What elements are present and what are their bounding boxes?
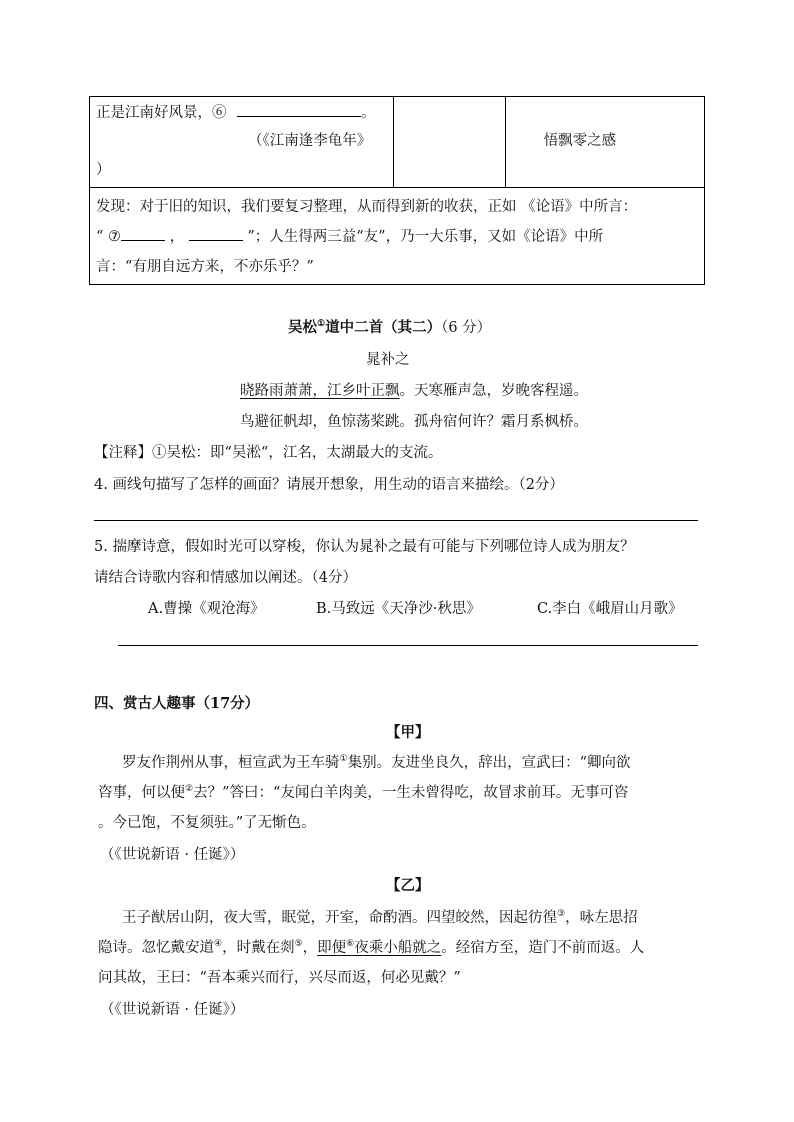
poem-line-1: 晓路雨萧萧，江乡叶正飘。天寒雁声急，岁晚客程遥。 [240, 383, 588, 399]
passage-jia-line-3: 。今已饱，不复须驻。”了无惭色。 [98, 815, 316, 831]
review-table [89, 96, 705, 285]
discovery-line-1: 发现：对于旧的知识，我们要复习整理，从而得到新的收获，正如 《论语》中所言： [96, 199, 638, 215]
passage-jia-line-1: 罗友作荆州从事，桓宣武为王车骑①集别。友进坐良久，辞出，宣武曰：“卿向欲 [122, 754, 631, 771]
option-a: A.曹操《观沧海》 [148, 601, 265, 617]
table-cell-feeling [505, 97, 704, 188]
discovery-line-2: “ ⑦ ， ”；人生得两三益“友”，乃一大乐事，又如《论语》中所 [96, 229, 604, 245]
question-5-line-1: 5. 揣摩诗意，假如时光可以穿梭，你认为晁补之最有可能与下列哪位诗人成为朋友？ [94, 539, 635, 555]
table-cell-empty [394, 97, 506, 188]
discovery-line-3: 言：“有朋自远方来，不亦乐乎？” [96, 259, 314, 275]
table-cell-quote [90, 97, 394, 188]
option-b: B.马致远《天净沙·秋思》 [316, 601, 481, 617]
poem-underlined-line: 晓路雨萧萧，江乡叶正飘 [240, 383, 400, 399]
poem-note: 【注释】①吴松：即“吴淞“，江名，太湖最大的支流。 [94, 445, 443, 461]
passage-jia-source: （《世说新语 · 任诞》） [100, 847, 245, 863]
poem-author: 晁补之 [366, 352, 410, 368]
question-4: 4. 画线句描写了怎样的画面？请展开想象，用生动的语言来描绘。（2分） [94, 477, 564, 493]
answer-blank-7a[interactable] [121, 228, 165, 241]
question-5-line-2: 请结合诗歌内容和情感加以阐述。（4分） [94, 570, 357, 586]
table-cell-discovery [90, 188, 705, 285]
passage-jia-title: 【甲】 [386, 724, 430, 741]
feeling-text: 悟飘零之感 [543, 133, 617, 149]
answer-blank-7b[interactable] [189, 228, 243, 241]
option-c: C.李白《峨眉山月歌》 [537, 601, 683, 617]
underlined-phrase: 即便⑥夜乘小船就之 [317, 939, 442, 956]
passage-yi-line-1: 王子猷居山阴，夜大雪，眠觉，开室，命酌酒。四望皎然，因起彷徨③，咏左思招 [122, 909, 638, 926]
quote-source: （《江南逢李龟年》 [248, 133, 372, 149]
quote-source-paren: ） [96, 162, 111, 178]
answer-line-4[interactable] [94, 520, 698, 521]
poem-title: 吴松①道中二首（其二）（6 分） [288, 319, 492, 336]
passage-yi-title: 【乙】 [386, 877, 430, 894]
quote-end: 。 [361, 105, 376, 121]
answer-line-5[interactable] [118, 645, 698, 646]
quote-line: 正是江南好风景，⑥ [96, 105, 227, 121]
poem-line-2: 鸟避征帆却，鱼惊荡桨跳。孤舟宿何许？霜月系枫桥。 [240, 414, 588, 430]
passage-yi-line-2: 隐诗。忽忆戴安道④，时戴在剡⑤，即便⑥夜乘小船就之。经宿方至，造门不前而返。人 [98, 939, 645, 956]
section-heading: 四、赏古人趣事（17分） [94, 695, 260, 712]
passage-yi-line-3: 问其故，王曰：“吾本乘兴而行，兴尽而返，何必见戴？” [98, 970, 461, 986]
passage-jia-line-2: 咨事，何以便②去？”答曰：“友闻白羊肉美，一生未曾得吃，故冒求前耳。无事可咨 [98, 784, 629, 801]
answer-blank-6[interactable] [237, 104, 361, 117]
passage-yi-source: （《世说新语 · 任诞》） [100, 1002, 245, 1018]
